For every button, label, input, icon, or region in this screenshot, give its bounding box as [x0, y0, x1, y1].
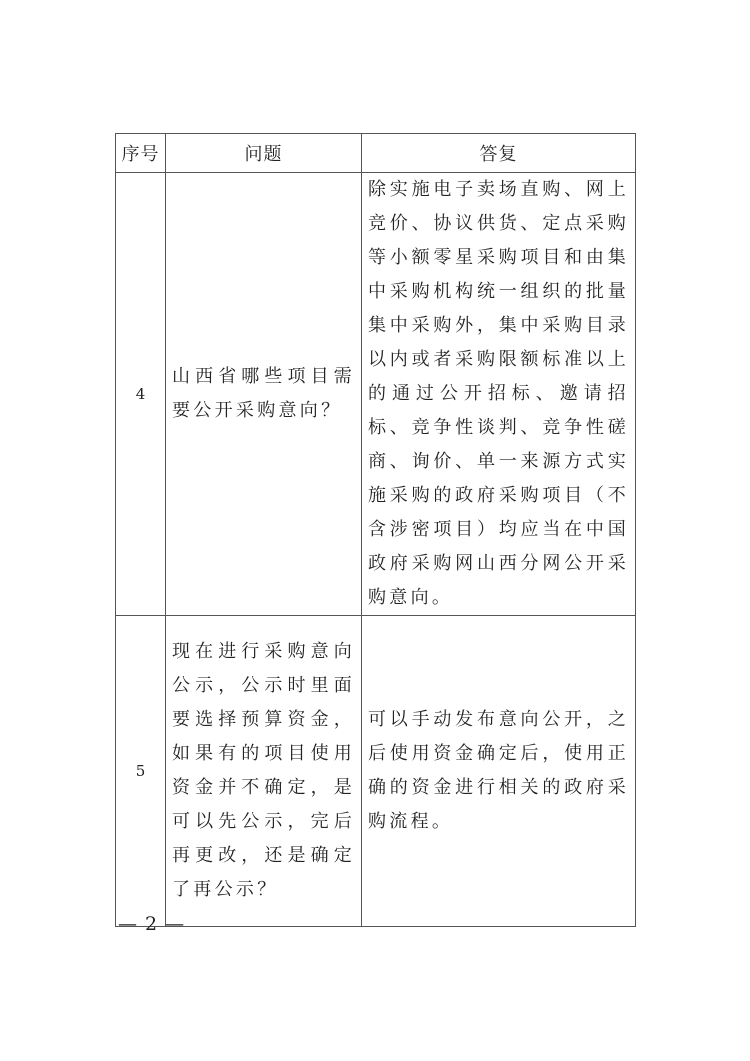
- table-header-row: [116, 134, 636, 173]
- header-number: 序号: [116, 134, 166, 173]
- header-answer: 答复: [362, 134, 636, 173]
- header-question: 问题: [166, 134, 362, 173]
- row-question: 山西省哪些项目需要公开采购意向？: [166, 173, 362, 616]
- table-row: [116, 616, 636, 927]
- table-row: [116, 173, 636, 616]
- qa-table: [115, 133, 636, 927]
- row-answer: 除实施电子卖场直购、网上竞价、协议供货、定点采购等小额零星采购项目和由集中采购机构统一组织的批量集中采购外，集中采购目录以内或者采购限额标准以上的通过公开招标、邀请招标、竞争性谈判、竞争性磋商、询价、单一来源方式实施采购的政府采购项目（不含涉密项目）均应当在中国政府采购网山西分网公开采购意向。: [362, 173, 636, 616]
- row-number: 5: [116, 616, 166, 927]
- row-question: 现在进行采购意向公示，公示时里面要选择预算资金，如果有的项目使用资金并不确定，是可以先公示，完后再更改，还是确定了再公示？: [166, 616, 362, 927]
- row-number: 4: [116, 173, 166, 616]
- row-answer: 可以手动发布意向公开，之后使用资金确定后，使用正确的资金进行相关的政府采购流程。: [362, 616, 636, 927]
- page-number: — 2 —: [118, 913, 186, 935]
